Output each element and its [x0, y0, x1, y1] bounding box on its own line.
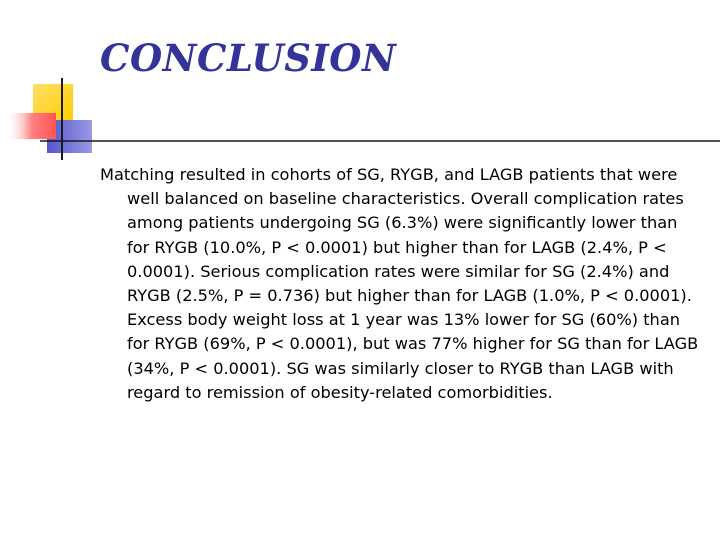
decor-red-band	[8, 113, 56, 139]
conclusion-text: Matching resulted in cohorts of SG, RYGB, and LAGB patients that were well balanced on baseline characteristics. Overall complication rates among patients undergoing SG (6.3%) were significantly lower than for RYGB (10.0%, P < 0.0001) but higher than for LAGB (2.4%, P < 0.0001). Serious complication rates were similar for SG (2.4%) and RYGB (2.5%, P = 0.736) but higher than for LAGB (1.0%, P < 0.0001). Excess body weight loss at 1 year was 13% lower for SG (60%) than for RYGB (69%, P < 0.0001), but was 77% higher for SG than for LAGB (34%, P < 0.0001). SG was similarly closer to RYGB than LAGB with regard to remission of obesity-related comorbidities.	[100, 165, 699, 402]
slide-title: CONCLUSION	[100, 36, 397, 80]
